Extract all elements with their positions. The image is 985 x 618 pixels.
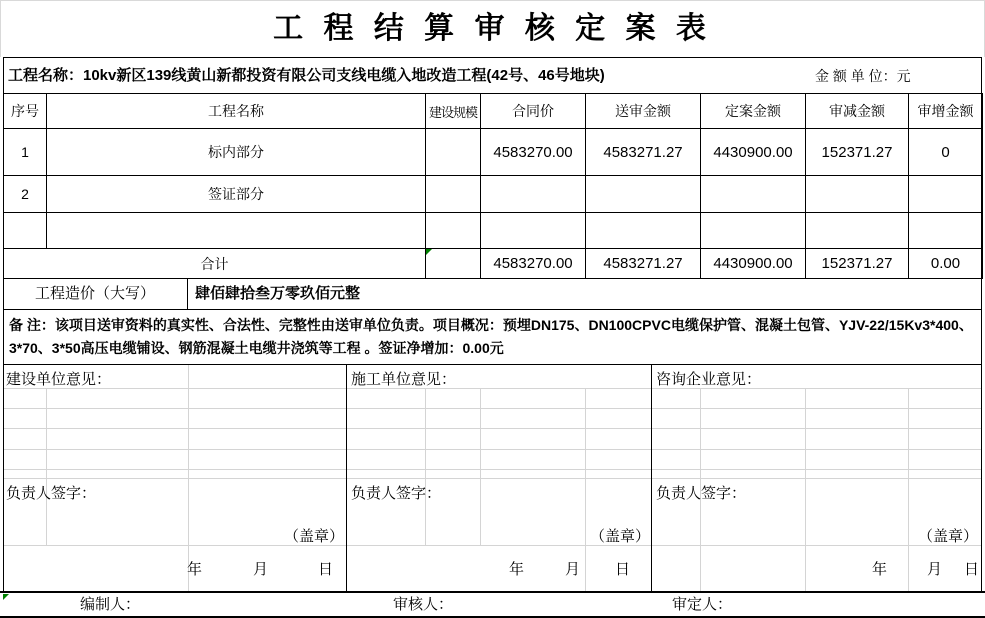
cell-project-name: 签证部分 <box>47 176 426 213</box>
cell-contract-price: 4583270.00 <box>481 129 586 176</box>
cell-finalized-amount: 4430900.00 <box>701 129 806 176</box>
gridline <box>585 388 586 592</box>
total-submitted-amount: 4583271.27 <box>586 249 701 279</box>
cell-project-name <box>47 213 426 249</box>
cell-finalized-amount <box>701 176 806 213</box>
section-divider <box>346 365 347 592</box>
gridline <box>46 388 47 545</box>
form-title: 工 程 结 算 审 核 定 案 表 <box>0 0 985 57</box>
construction-date-year: 年 <box>187 561 203 578</box>
cell-submitted-amount <box>586 213 701 249</box>
col-header-finalized-amount: 定案金额 <box>701 94 806 129</box>
contractor-sign-label: 负责人签字： <box>351 485 442 502</box>
project-name-label: 工程名称：10kv新区139线黄山新都投资有限公司支线电缆入地改造工程(42号、46号地块) <box>8 67 605 84</box>
construction-date-month: 月 <box>253 561 269 578</box>
cell-seq <box>4 213 47 249</box>
table-row <box>4 176 983 213</box>
contractor-unit-opinion-label: 施工单位意见： <box>351 371 457 388</box>
cell-submitted-amount: 4583271.27 <box>586 129 701 176</box>
construction-date-day: 日 <box>318 561 334 578</box>
total-increased-amount: 0.00 <box>909 249 983 279</box>
table-left-border <box>3 57 4 592</box>
consultant-opinion-label: 咨询企业意见： <box>656 371 762 388</box>
gridline <box>480 388 481 545</box>
section-divider <box>651 365 652 592</box>
gridline <box>3 408 982 409</box>
consultant-sign-label: 负责人签字： <box>656 485 747 502</box>
cell-increased-amount <box>909 213 983 249</box>
construction-unit-opinion-label: 建设单位意见： <box>6 371 112 388</box>
cell-reduced-amount <box>806 213 909 249</box>
amount-unit-label: 金 额 单 位：元 <box>815 68 911 84</box>
meta-row <box>3 57 982 93</box>
amount-in-words-value: 肆佰肆拾叁万零玖佰元整 <box>195 285 361 302</box>
gridline <box>3 469 982 470</box>
table-right-border <box>981 57 982 592</box>
cell-reduced-amount <box>806 176 909 213</box>
green-corner-marker-icon <box>426 249 432 255</box>
opinions-area <box>3 365 982 592</box>
table-row <box>4 213 983 249</box>
cell-increased-amount <box>909 176 983 213</box>
gridline <box>3 545 982 546</box>
cell-contract-price <box>481 213 586 249</box>
cell-finalized-amount <box>701 213 806 249</box>
consultant-date-month: 月 <box>927 561 943 578</box>
gridline <box>908 388 909 592</box>
cell-contract-price <box>481 176 586 213</box>
cell-scale <box>426 176 481 213</box>
col-header-submitted-amount: 送审金额 <box>586 94 701 129</box>
total-contract-price: 4583270.00 <box>481 249 586 279</box>
total-reduced-amount: 152371.27 <box>806 249 909 279</box>
gridline <box>3 388 982 389</box>
gridline <box>3 478 982 479</box>
col-header-contract-price: 合同价 <box>481 94 586 129</box>
consultant-date-year: 年 <box>872 561 888 578</box>
gridline <box>3 428 982 429</box>
cell-project-name: 标内部分 <box>47 129 426 176</box>
cell-reduced-amount: 152371.27 <box>806 129 909 176</box>
total-label-cell: 合计 <box>4 249 426 279</box>
construction-sign-label: 负责人签字： <box>6 485 97 502</box>
contractor-date-year: 年 <box>509 561 525 578</box>
footer-row <box>0 591 985 618</box>
contractor-seal-label: （盖章） <box>590 528 651 545</box>
contractor-date-month: 月 <box>565 561 581 578</box>
gridline <box>805 388 806 592</box>
gridline <box>425 388 426 545</box>
preparer-label: 编制人： <box>80 596 141 613</box>
col-header-project-name: 工程名称 <box>47 94 426 129</box>
cell-seq: 1 <box>4 129 47 176</box>
amount-in-words-label: 工程造价（大写） <box>3 278 188 310</box>
cell-scale <box>426 213 481 249</box>
total-scale-cell <box>426 249 481 279</box>
col-header-scale: 建设规模 <box>426 94 481 129</box>
cell-increased-amount: 0 <box>909 129 983 176</box>
construction-seal-label: （盖章） <box>284 528 345 545</box>
consultant-seal-label: （盖章） <box>918 528 979 545</box>
total-row <box>4 249 983 279</box>
contractor-date-day: 日 <box>615 561 631 578</box>
reviewer-label: 审核人： <box>393 596 454 613</box>
consultant-date-day: 日 <box>964 561 980 578</box>
cell-submitted-amount <box>586 176 701 213</box>
amount-in-words-row <box>3 278 982 310</box>
green-corner-marker-icon <box>3 594 9 600</box>
gridline <box>3 449 982 450</box>
table-row <box>4 129 983 176</box>
approver-label: 审定人： <box>672 596 733 613</box>
col-header-seq: 序号 <box>4 94 47 129</box>
col-header-increased-amount: 审增金额 <box>909 94 983 129</box>
main-table <box>3 93 983 279</box>
cell-seq: 2 <box>4 176 47 213</box>
col-header-reduced-amount: 审减金额 <box>806 94 909 129</box>
total-finalized-amount: 4430900.00 <box>701 249 806 279</box>
remark-row: 备 注：该项目送审资料的真实性、合法性、完整性由送审单位负责。项目概况：预埋DN175、DN100CPVC电缆保护管、混凝土包管、YJV-22/15Kv3*400、3*70、3*50高压电缆铺设、钢筋混凝土电缆井浇筑等工程 。签证净增加：0.00元 <box>3 310 982 365</box>
header-row <box>4 94 983 129</box>
cell-scale <box>426 129 481 176</box>
